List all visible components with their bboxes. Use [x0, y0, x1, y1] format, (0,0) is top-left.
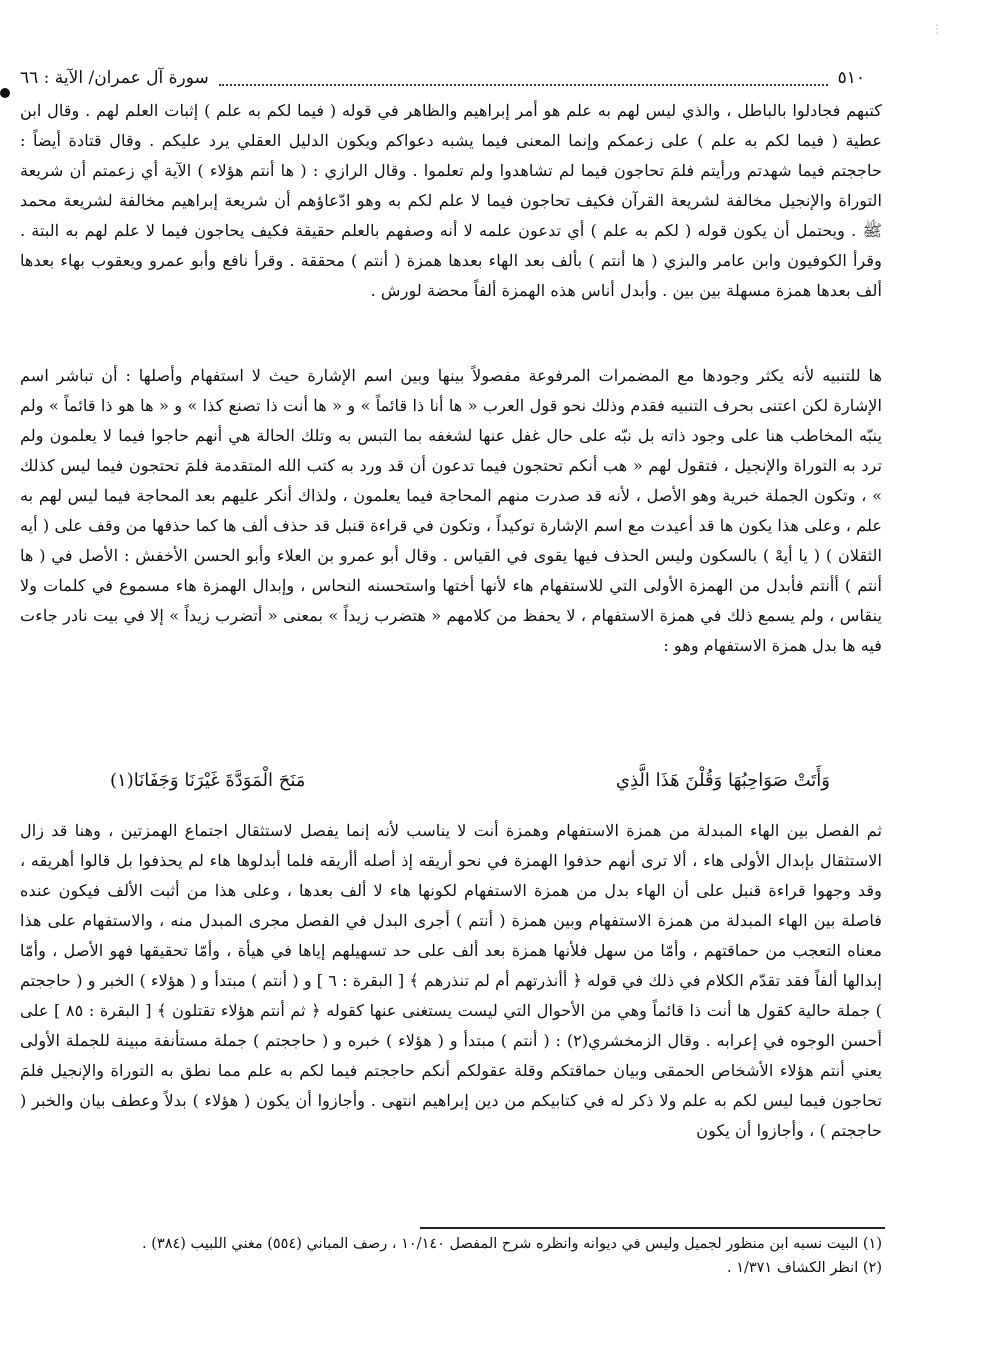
paragraph-text: ها للتنبيه لأنه يكثر وجودها مع المضمرات المرفوعة مفصولاً بينها وبين اسم الإشارة حيث لا استفهام وأصلها : أن تباشر اسم الإشارة لكن اعتنى بحرف التنبيه فقدم وذلك نحو قول العرب « ها أنا ذا قائماً » و « ها أنت ذا تصنع كذا » و « ها هو ذا قائماً » ولم ينبّه المخاطب هنا على وجود ذاته بل نبّه على حال غفل عنها لشغفه بما التبس به وتلك الحالة هي أنهم حاجوا فيما لا يعلمون ولم ترد به التوراة والإنجيل ، فتقول لهم « هب أنكم تحتجون فيما تدعون أن قد ورد به كتب الله المتقدمة فلمَ تحتجون فيما ليس كذلك » ، وتكون الجملة خبرية وهو الأصل ، لأنه قد صدرت منهم المحاجة فيما يعلمون ، ولذاك أنكر عليهم بعد المحاجة فيما ليس لهم به علم ، وعلى هذا يكون ها قد أعيدت مع اسم الإشارة توكيداً ، وتكون في قراءة قنبل قد حذف ألف ها كما حذفها من وقف على ( أيه الثقلان ) ( يا أيهْ ) بالسكون وليس الحذف فيها يقوى في القياس . وقال أبو عمرو بن العلاء وأبو الحسن الأخفش : الأصل في ( ها أنتم ) أأنتم فأبدل من الهمزة الأولى التي للاستفهام هاء لأنها أختها واستحسنه النحاس ، وإبدال الهمزة هاء مسموع في كلمات ولا ينقاس ، ولم يسمع ذلك في همزة الاستفهام ، لا يحفظ من كلامهم « هتضرب زيداً » بمعنى « أتضرب زيداً » إلا في بيت نادر جاءت فيه ها بدل همزة الاستفهام وهو : — [20, 366, 882, 655]
dot-leader — [219, 70, 828, 86]
footnote-rule — [420, 1227, 885, 1229]
footnote-1: (١) البيت نسبه ابن منظور لجميل وليس في ديوانه وانظره شرح المفصل ١٠/١٤٠ ، رصف المباني (٥٥٤) مغني اللبيب (٣٨٤) . — [142, 1236, 882, 1252]
scan-artifact: ⋮ — [931, 22, 943, 36]
running-title: سورة آل عمران/ الآية : ٦٦ — [20, 68, 209, 88]
paragraph-1 — [20, 96, 882, 306]
paragraph-text: ثم الفصل بين الهاء المبدلة من همزة الاستفهام وهمزة أنت لا يناسب لأنه إنما يفصل لاستثقال اجتماع الهمزتين ، وهنا قد زال الاستثقال بإبدال الأولى هاء ، ألا ترى أنهم حذفوا الهمزة في نحو أريقه إذ أصله أأريقه فلما أبدلوها هاء لم يحذفوا بل قالوا أهريقه ، وقد وجهوا قراءة قنبل على أن الهاء بدل من همزة الاستفهام لكونها هاء لا ألف بعدها ، وعلى هذا من أثبت الألف فيكون عنده فاصلة بين الهاء المبدلة من همزة الاستفهام وبين همزة ( أنتم ) أجرى البدل في الفصل مجرى المبدل منه ، والاستفهام على هذا معناه التعجب من حماقتهم ، وأمّا من سهل فلأنها همزة بعد ألف على حد تسهيلهم إياها في هيأة ، وأمّا تحقيقها فهو الأصل ، وأمّا إبدالها ألفاً فقد تقدّم الكلام في ذلك في قوله ﴿ أأنذرتهم أم لم تنذرهم ﴾ [ البقرة : ٦ ] و ( أنتم ) مبتدأ و ( هؤلاء ) الخبر و ( حاججتم ) جملة حالية كقول ها أنت ذا قائماً وهي من الأحوال التي ليست يستغنى عنها كقوله ﴿ ثم أنتم هؤلاء تقتلون ﴾ [ البقرة : ٨٥ ] على أحسن الوجوه في إعرابه . وقال الزمخشري(٢) : ( أنتم ) مبتدأ و ( هؤلاء ) خبره و ( حاججتم ) جملة مستأنفة مبينة للجملة الأولى يعني أنتم هؤلاء الأشخاص الحمقى وبيان حماقتكم وقلة عقولكم أنكم حاججتم فيما لكم به علم مما نطق به التوراة والإنجيل فلمَ تحاجون فيما ليس لكم به علم ولا ذكر له في كتابيكم من دين إبراهيم انتهى . وأجازوا أن يكون ( هؤلاء ) بدلاً وعطف بيان والخبر ( حاججتم ) ، وأجازوا أن يكون — [20, 821, 883, 1140]
paragraph-3 — [20, 816, 882, 1146]
footnotes — [20, 1232, 882, 1280]
scan-edge-mark — [0, 88, 10, 98]
verse-first-hemistich: وَأَتَتْ صَوَاحِبُهَا وَقُلْنَ هَذَا الَّذِي — [615, 769, 830, 791]
verse-second-hemistich: مَنَحَ الْمَوَدَّةَ غَيْرَنَا وَجَفَانَا(١) — [110, 769, 306, 791]
running-header — [20, 62, 865, 94]
paragraph-2 — [20, 361, 882, 661]
poetry-verse — [110, 760, 830, 800]
paragraph-text: كتبهم فجادلوا بالباطل ، والذي ليس لهم به علم هو أمر إبراهيم والظاهر في قوله ( فيما لكم به علم ) إثبات العلم لهم . وقال ابن عطية ( فيما لكم به علم ) على زعمكم وإنما المعنى فيما يشبه دعواكم ويكون الدليل العقلي يرد عليكم . وقال قتادة أيضاً : حاججتم فيما شهدتم ورأيتم فلمَ تحاجون فيما لم تشاهدوا ولم تعلموا . وقال الرازي : ( ها أنتم هؤلاء ) الآية أي زعمتم أن شريعة التوراة والإنجيل مخالفة لشريعة القرآن فكيف تحاجون فيما لا علم لكم به وهو ادّعاؤهم أن شريعة إبراهيم مخالفة لشريعة محمد ﷺ . ويحتمل أن يكون قوله ( لكم به علم ) أي تدعون علمه لا أنه وصفهم بالعلم حقيقة فكيف يحاجون فيما لا علم لهم به البتة . وقرأ الكوفيون وابن عامر والبزي ( ها أنتم ) بألف بعد الهاء بعدها همزة ( أنتم ) محققة . وقرأ نافع وأبو عمرو ويعقوب بهاء بعدها ألف بعدها همزة مسهلة بين بين . وأبدل أناس هذه الهمزة ألفاً محضة لورش . — [20, 101, 882, 300]
page-number: ٥١٠ — [837, 68, 865, 88]
footnote-2: (٢) انظر الكشاف ١/٣٧١ . — [726, 1260, 882, 1276]
